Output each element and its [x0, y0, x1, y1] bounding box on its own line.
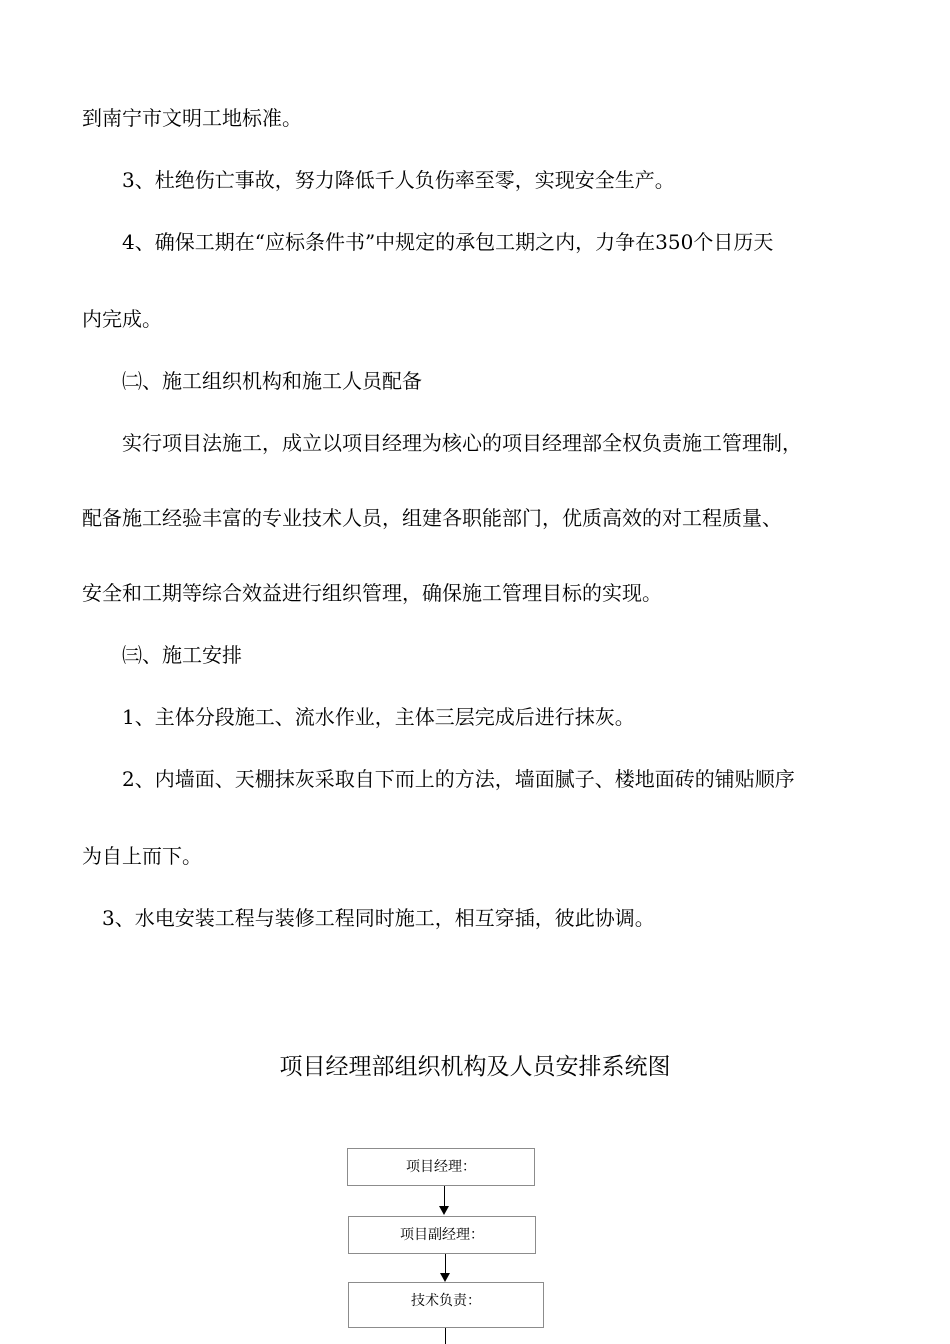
arrow-down-icon [440, 1273, 450, 1282]
paragraph-line: 4、确保工期在“应标条件书”中规定的承包工期之内，力争在350个日历天 [122, 230, 774, 254]
paragraph-line: 为自上而下。 [82, 844, 202, 868]
paragraph-line: 实行项目法施工，成立以项目经理为核心的项目经理部全权负责施工管理制， [122, 431, 802, 455]
paragraph-line: 2、内墙面、天棚抹灰采取自下而上的方法，墙面腻子、楼地面砖的铺贴顺序 [122, 767, 795, 791]
org-node-technical-lead: 技术负责： [348, 1282, 544, 1328]
paragraph-line: 到南宁市文明工地标准。 [82, 106, 302, 130]
org-chart-title: 项目经理部组织机构及人员安排系统图 [279, 1054, 671, 1080]
org-node-project-manager: 项目经理： [347, 1148, 535, 1186]
org-node-deputy-manager: 项目副经理： [348, 1216, 536, 1254]
paragraph-line: 3、杜绝伤亡事故，努力降低千人负伤率至零，实现安全生产。 [122, 168, 675, 192]
org-connector-line [445, 1254, 446, 1273]
paragraph-line: 安全和工期等综合效益进行组织管理，确保施工管理目标的实现。 [82, 581, 662, 605]
paragraph-line: 3、水电安装工程与装修工程同时施工，相互穿插，彼此协调。 [102, 906, 655, 930]
section-heading: ㈡、施工组织机构和施工人员配备 [122, 369, 422, 393]
paragraph-line: 1、主体分段施工、流水作业，主体三层完成后进行抹灰。 [122, 705, 635, 729]
arrow-down-icon [439, 1206, 449, 1215]
org-connector-line [444, 1186, 445, 1206]
paragraph-line: 内完成。 [82, 307, 162, 331]
section-heading: ㈢、施工安排 [122, 643, 242, 667]
org-connector-line [445, 1328, 446, 1344]
paragraph-line: 配备施工经验丰富的专业技术人员，组建各职能部门，优质高效的对工程质量、 [82, 506, 782, 530]
